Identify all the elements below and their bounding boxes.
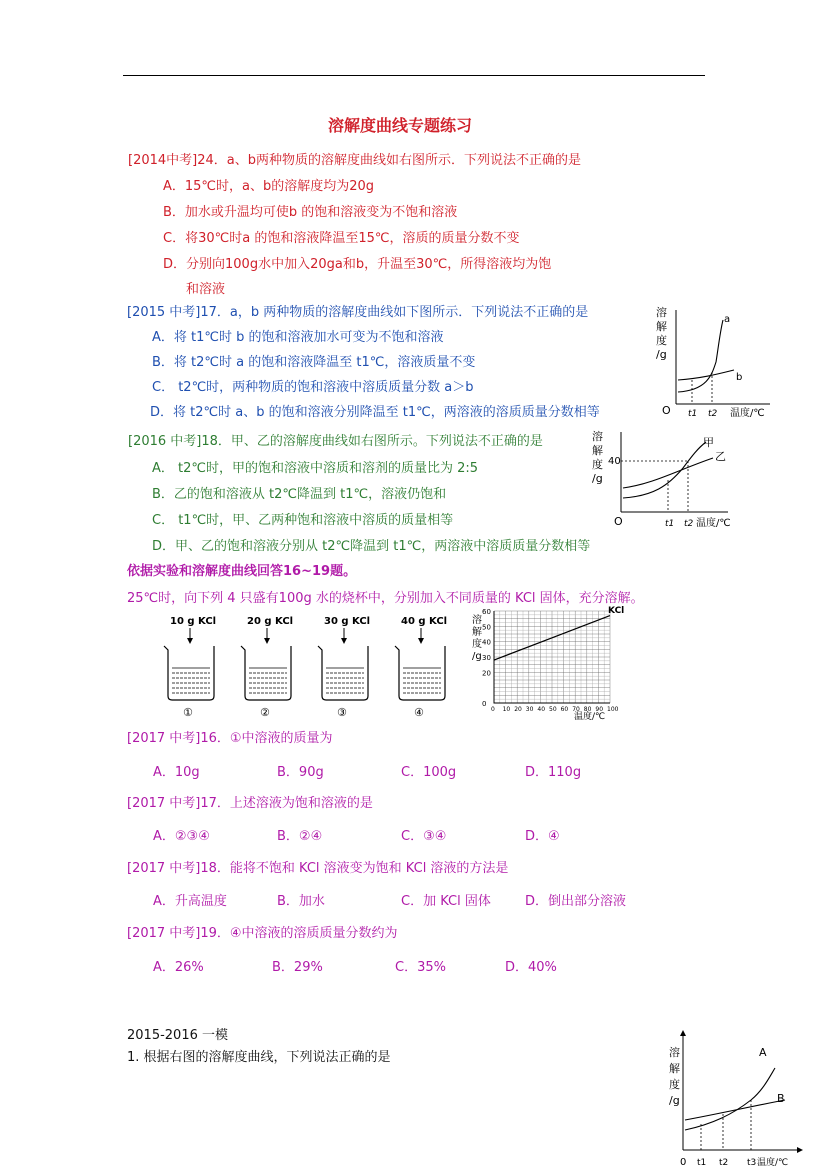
svg-text:t3: t3 [747, 1158, 757, 1168]
mock-header: 2015-2016 一模 [127, 1028, 228, 1043]
beaker-label: 40 g KCl [401, 616, 448, 627]
q17-option-b: B．②④ [277, 829, 323, 844]
q17-option-d: D．④ [525, 829, 560, 844]
svg-text:O: O [662, 404, 671, 417]
q2016-option-d: D．甲、乙的饱和溶液分别从 t2℃降温到 t1℃，两溶液中溶质质量分数相等 [152, 539, 591, 554]
curve-b [685, 1100, 785, 1120]
q19-option-b: B．29% [272, 960, 323, 975]
q17-option-c: C．③④ [401, 829, 447, 844]
svg-text:t1: t1 [688, 409, 698, 419]
kcl-ytick: 60 [482, 608, 491, 616]
mock-question-1: 1. 根据右图的溶解度曲线，下列说法正确的是 [127, 1050, 391, 1065]
experiment-text: 25℃时，向下列 4 只盛有100g 水的烧杯中，分别加入不同质量的 KCl 固体，充分溶解。 [127, 591, 644, 606]
svg-text:/g: /g [656, 348, 667, 361]
kcl-ytick: 50 [482, 623, 491, 632]
svg-text:度: 度 [592, 458, 603, 471]
beaker-2 [241, 616, 293, 719]
q16-option-c: C．100g [401, 765, 457, 780]
beakers-figure [160, 612, 460, 722]
q2015-solubility-graph [648, 302, 773, 427]
kcl-xtick: 20 [514, 706, 522, 713]
kcl-ytick: 0 [482, 700, 487, 708]
q2014-option-c: C．将30℃时a 的饱和溶液降温至15℃，溶质的质量分数不变 [163, 231, 520, 246]
svg-text:0: 0 [680, 1157, 687, 1168]
svg-text:B: B [777, 1092, 785, 1105]
kcl-xtick: 10 [502, 706, 511, 713]
q2014-stem: [2014中考]24．a、b两种物质的溶解度曲线如右图所示．下列说法不正确的是 [128, 153, 581, 168]
beaker-4 [395, 616, 447, 719]
q19-option-a: A．26% [153, 960, 204, 975]
beaker-number: ② [260, 706, 270, 719]
q19-stem: [2017 中考]19．④中溶液的溶质质量分数约为 [127, 926, 398, 941]
kcl-ytick: 20 [482, 669, 491, 678]
q2016-option-b: B．乙的饱和溶液从 t2℃降温到 t1℃，溶液仍饱和 [152, 487, 447, 502]
q17-option-a: A．②③④ [153, 829, 210, 844]
svg-text:温度/℃: 温度/℃ [730, 408, 765, 419]
q17-stem: [2017 中考]17．上述溶液为饱和溶液的是 [127, 796, 373, 811]
curve-a-line [678, 322, 720, 392]
q2015-option-c: C． t2℃时，两种物质的饱和溶液中溶质质量分数 a＞b [152, 380, 474, 395]
beaker-3 [318, 616, 370, 719]
q2014-option-b: B．加水或升温均可使b 的饱和溶液变为不饱和溶液 [163, 205, 458, 220]
kcl-ytick: 40 [482, 638, 491, 647]
kcl-xtick: 0 [491, 706, 495, 713]
beaker-number: ① [183, 706, 193, 719]
svg-text:温度/℃: 温度/℃ [757, 1158, 789, 1168]
svg-text:乙: 乙 [715, 450, 726, 463]
svg-text:甲: 甲 [703, 436, 714, 449]
q2016-option-a: A． t2℃时，甲的饱和溶液中溶质和溶剂的质量比为 2:5 [152, 461, 479, 476]
kcl-xtick: 30 [525, 706, 534, 713]
q2016-stem: [2016 中考]18．甲、乙的溶解度曲线如右图所示。下列说法不正确的是 [128, 434, 543, 449]
q16-option-d: D．110g [525, 765, 582, 780]
beaker-number: ③ [337, 706, 347, 719]
svg-text:t1: t1 [697, 1158, 707, 1168]
curve-a [678, 320, 723, 392]
kcl-series-label: KCl [608, 606, 625, 616]
kcl-xtick: 90 [595, 706, 604, 713]
q2016-solubility-graph [588, 428, 758, 533]
label-a: a [724, 314, 731, 325]
svg-text:溶: 溶 [592, 430, 603, 443]
kcl-ytick: 30 [482, 654, 491, 662]
svg-text:40: 40 [608, 456, 621, 467]
svg-text:A: A [759, 1046, 767, 1059]
svg-text:温度/℃: 温度/℃ [696, 518, 731, 529]
kcl-xtick: 70 [572, 706, 580, 713]
q18-option-b: B．加水 [277, 894, 325, 909]
q16-option-b: B．90g [277, 765, 324, 780]
kcl-xtick: 60 [560, 706, 569, 713]
q16-option-a: A．10g [153, 765, 200, 780]
svg-text:t1: t1 [665, 519, 675, 529]
q2014-option-a: A．15℃时，a、b的溶解度均为20g [163, 179, 375, 194]
q18-option-d: D．倒出部分溶液 [525, 894, 627, 909]
svg-text:度: 度 [656, 334, 667, 347]
svg-text:解: 解 [656, 320, 667, 333]
q2015-option-b: B．将 t2℃时 a 的饱和溶液降温至 t1℃，溶液质量不变 [152, 355, 476, 370]
q19-option-c: C．35% [395, 960, 446, 975]
kcl-solubility-chart [470, 603, 630, 723]
beaker-label: 10 g KCl [170, 616, 217, 627]
header-rule [123, 75, 705, 76]
q2015-option-a: A．将 t1℃时 b 的饱和溶液加水可变为不饱和溶液 [152, 330, 444, 345]
page-title: 溶解度曲线专题练习 [328, 116, 473, 135]
svg-text:解: 解 [669, 1062, 680, 1075]
kcl-xtick: 100 [607, 706, 619, 713]
beaker-number: ④ [414, 706, 424, 719]
beaker-label: 30 g KCl [324, 616, 371, 627]
q2014-option-d-cont: 和溶液 [186, 282, 226, 297]
kcl-xtick: 80 [583, 706, 592, 713]
svg-text:解: 解 [472, 627, 482, 638]
curve-a [685, 1068, 775, 1130]
curve-b [678, 370, 734, 380]
svg-text:t2: t2 [719, 1158, 729, 1168]
svg-text:/g: /g [669, 1094, 680, 1107]
q18-option-c: C．加 KCl 固体 [401, 894, 491, 909]
svg-text:/g: /g [592, 472, 603, 485]
label-b: b [736, 372, 743, 383]
q2015-option-d: D．将 t2℃时 a、b 的饱和溶液分别降温至 t1℃，两溶液的溶质质量分数相等 [150, 405, 600, 420]
kcl-xtick: 50 [549, 706, 557, 713]
svg-text:/g: /g [472, 651, 482, 662]
svg-text:t2: t2 [684, 519, 694, 529]
kcl-xtick: 40 [537, 706, 546, 713]
svg-text:度: 度 [669, 1078, 680, 1091]
experiment-intro: 依据实验和溶解度曲线回答16~19题。 [127, 564, 357, 579]
beaker-label: 20 g KCl [247, 616, 294, 627]
kcl-xlabel: 温度/℃ [574, 712, 606, 722]
q18-option-a: A．升高温度 [153, 894, 227, 909]
curve-a [678, 324, 721, 392]
svg-text:解: 解 [592, 444, 603, 457]
mock-solubility-graph [663, 1028, 808, 1170]
q2016-option-c: C． t1℃时，甲、乙两种饱和溶液中溶质的质量相等 [152, 513, 454, 528]
graph-ylabel: 溶 [656, 306, 667, 319]
q2015-stem: [2015 中考]17．a，b 两种物质的溶解度曲线如下图所示．下列说法不正确的是 [127, 305, 589, 320]
svg-text:溶: 溶 [472, 615, 482, 626]
svg-text:O: O [614, 515, 623, 528]
svg-text:t2: t2 [708, 409, 718, 419]
curve-jia [623, 442, 706, 498]
svg-text:溶: 溶 [669, 1046, 680, 1059]
q18-stem: [2017 中考]18．能将不饱和 KCl 溶液变为饱和 KCl 溶液的方法是 [127, 861, 509, 876]
q2014-option-d: D．分别向100g水中加入20ga和b，升温至30℃，所得溶液均为饱 [163, 257, 552, 272]
svg-text:度: 度 [472, 639, 482, 650]
q19-option-d: D．40% [505, 960, 557, 975]
q16-stem: [2017 中考]16．①中溶液的质量为 [127, 731, 333, 746]
beaker-1 [164, 616, 216, 719]
